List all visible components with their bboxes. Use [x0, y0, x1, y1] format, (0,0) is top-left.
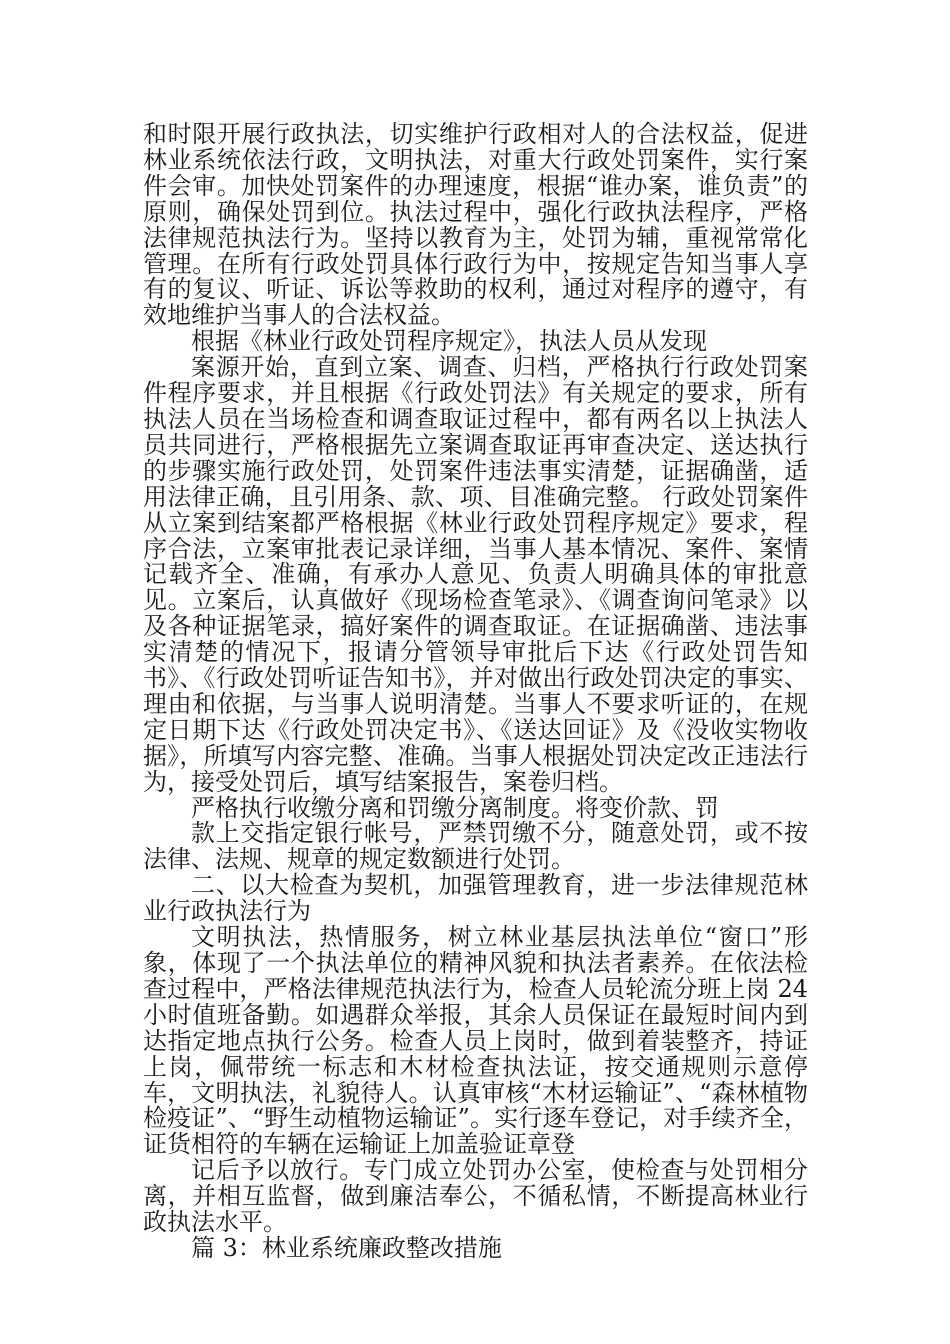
- paragraph-5: 款上交指定银行帐号，严禁罚缴不分，随意处罚，或不按法律、法规、规章的规定数额进行处罚。: [143, 819, 808, 874]
- paragraph-4: 严格执行收缴分离和罚缴分离制度。将变价款、罚: [191, 793, 719, 822]
- paragraph-2: 根据《林业行政处罚程序规定》，执法人员从发现: [191, 327, 707, 356]
- paragraph-7: 文明执法，热情服务，树立林业基层执法单位“窗口”形象，体现了一个执法单位的精神风貌和执法者素养。在依法检查过程中，严格法律规范执法行为，检查人员轮流分班上岗 24 小时值班备勤。如遇群众举报，其余人员保证在最短时间内到达指定地点执行公务。检查人员上岗时，做到着装整齐，持证上岗，佩带统一标志和木材检查执法证，按交通规则示意停车，文明执法，礼貌待人。认真审核“木材运输证”、“森林植物检疫证”、“野生动植物运输证”。实行逐车登记，对手续齐全，证货相符的车辆在运输证上加盖验证章登: [143, 923, 808, 1159]
- section-heading-2: 二、以大检查为契机，加强管理教育，进一步法律规范林业行政执法行为: [143, 871, 808, 926]
- document-body: [143, 122, 808, 1262]
- article-title-3: 篇 3：林业系统廉政整改措施: [191, 1233, 502, 1262]
- paragraph-1: 和时限开展行政执法，切实维护行政相对人的合法权益，促进林业系统依法行政，文明执法，对重大行政处罚案件，实行案件会审。加快处罚案件的办理速度，根据“谁办案，谁负责”的原则，确保处罚到位。执法过程中，强化行政执法程序，严格法律规范执法行为。坚持以教育为主，处罚为辅，重视常常化管理。在所有行政处罚具体行政行为中，按规定告知当事人享有的复议、听证、诉讼等救助的权利，通过对程序的遵守，有效地维护当事人的合法权益。: [143, 120, 808, 330]
- paragraph-3: 案源开始，直到立案、调查、归档，严格执行行政处罚案件程序要求，并且根据《行政处罚法》有关规定的要求，所有执法人员在当场检查和调查取证过程中，都有两名以上执法人员共同进行，严格根据先立案调查取证再审查决定、送达执行的步骤实施行政处罚，处罚案件违法事实清楚，证据确凿，适用法律正确，且引用条、款、项、目准确完整。 行政处罚案件从立案到结案都严格根据《林业行政处罚程序规定》要求，程序合法，立案审批表记录详细，当事人基本情况、案件、案情记载齐全、准确，有承办人意见、负责人明确具体的审批意见。立案后，认真做好《现场检查笔录》、《调查询问笔录》以及各种证据笔录，搞好案件的调查取证。在证据确凿、违法事实清楚的情况下，报请分管领导审批后下达《行政处罚告知书》、《行政处罚听证告知书》，并对做出行政处罚决定的事实、理由和依据，与当事人说明清楚。当事人不要求听证的，在规定日期下达《行政处罚决定书》、《送达回证》及《没收实物收据》，所填写内容完整、准确。当事人根据处罚决定改正违法行为，接受处罚后，填写结案报告，案卷归档。: [143, 353, 808, 796]
- paragraph-8: 记后予以放行。专门成立处罚办公室，使检查与处罚相分离，并相互监督，做到廉洁奉公，不循私情，不断提高林业行政执法水平。: [143, 1156, 808, 1237]
